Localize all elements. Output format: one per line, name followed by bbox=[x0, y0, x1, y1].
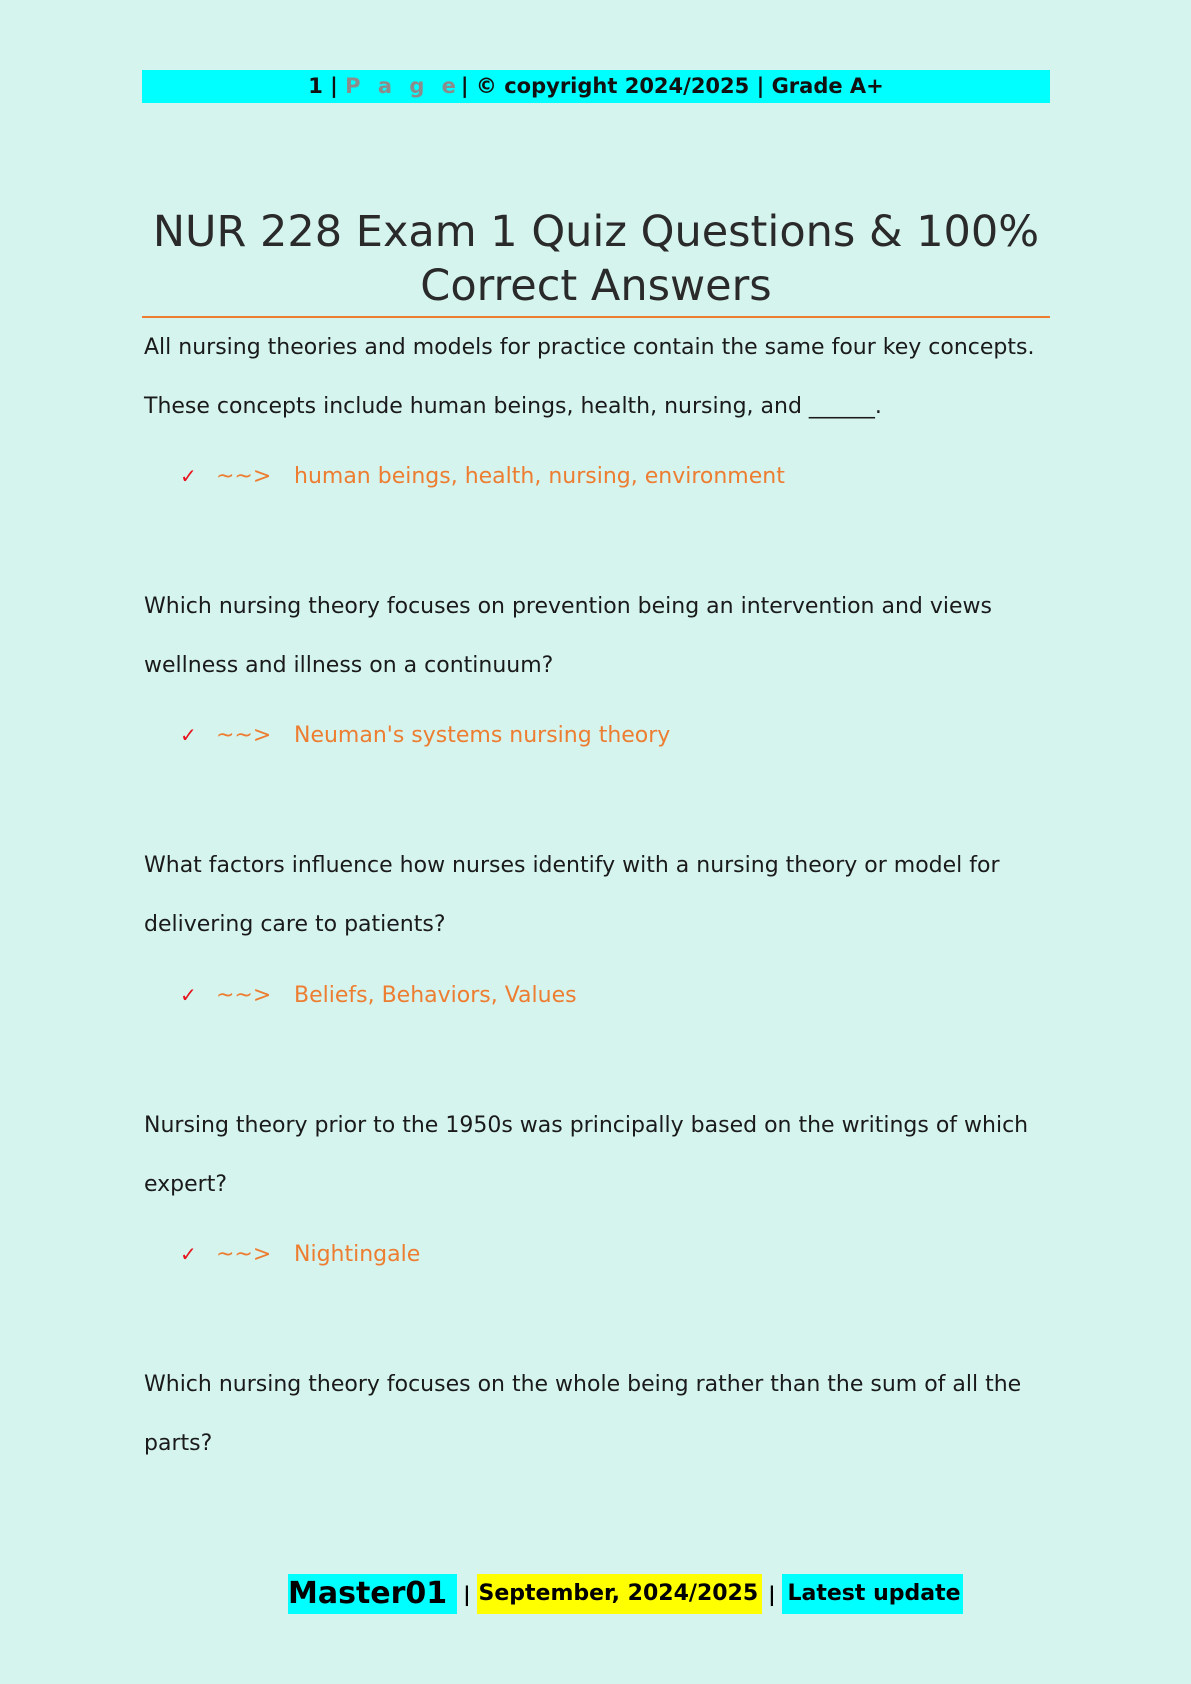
question-3: What factors influence how nurses identify with a nursing theory or model for delivering care to patients? bbox=[144, 853, 1000, 937]
check-icon: ✓ bbox=[180, 723, 197, 747]
page-word: P a g e bbox=[345, 74, 461, 98]
question-1: All nursing theories and models for practice contain the same four key concepts. These concepts include human beings, health, nursing, and ______. bbox=[144, 335, 1035, 419]
question-5: Which nursing theory focuses on the whole being rather than the sum of all the parts? bbox=[144, 1372, 1022, 1456]
footer-separator: | bbox=[768, 1582, 776, 1606]
question-2: Which nursing theory focuses on prevention being an intervention and views wellness and illness on a continuum? bbox=[144, 594, 992, 678]
copyright-text: © copyright 2024/2025 bbox=[475, 74, 750, 98]
answer-text: Neuman's systems nursing theory bbox=[294, 723, 671, 748]
answer-text: human beings, health, nursing, environment bbox=[294, 464, 785, 489]
arrow-marker: ~~> bbox=[216, 723, 272, 748]
arrow-marker: ~~> bbox=[216, 1242, 272, 1267]
footer-separator: | bbox=[463, 1582, 471, 1606]
page-footer bbox=[288, 1574, 963, 1614]
check-icon: ✓ bbox=[180, 464, 197, 488]
answer-3 bbox=[180, 980, 577, 1010]
answer-1 bbox=[180, 461, 785, 491]
question-4: Nursing theory prior to the 1950s was principally based on the writings of which expert? bbox=[144, 1113, 1029, 1197]
answer-2 bbox=[180, 720, 670, 750]
page-header: 1 | P a g e| © copyright 2024/2025 | Grade A+ bbox=[142, 70, 1050, 103]
answer-text: Nightingale bbox=[294, 1242, 421, 1267]
arrow-marker: ~~> bbox=[216, 983, 272, 1008]
answer-4 bbox=[180, 1239, 420, 1269]
footer-date: September, 2024/2025 bbox=[477, 1574, 763, 1614]
document-title: NUR 228 Exam 1 Quiz Questions & 100% Correct Answers bbox=[152, 207, 1040, 311]
grade-text: Grade A+ bbox=[771, 74, 884, 98]
footer-update: Latest update bbox=[782, 1574, 963, 1614]
footer-author: Master01 bbox=[288, 1574, 457, 1614]
check-icon: ✓ bbox=[180, 1242, 197, 1266]
check-icon: ✓ bbox=[180, 983, 197, 1007]
page-number: 1 bbox=[308, 74, 323, 98]
arrow-marker: ~~> bbox=[216, 464, 272, 489]
answer-text: Beliefs, Behaviors, Values bbox=[294, 983, 577, 1008]
